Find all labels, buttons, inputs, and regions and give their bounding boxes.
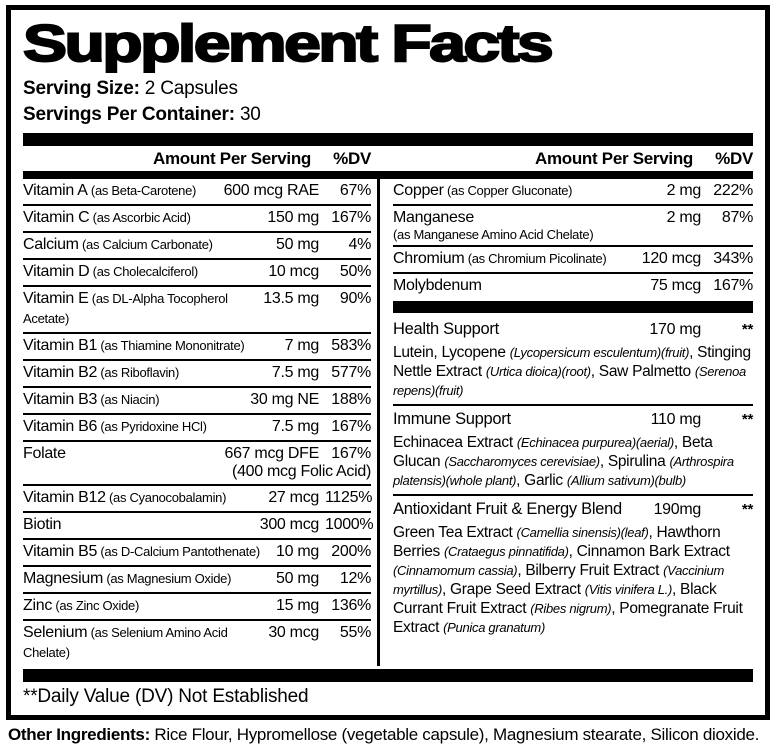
nutrient-dv: 577%	[331, 364, 371, 381]
separator-bar-minerals	[393, 301, 753, 313]
ingredient-text: , Beta Glucan	[393, 434, 713, 470]
blend-section	[393, 316, 753, 404]
nutrient-row	[23, 592, 371, 619]
blend-dv: **	[741, 411, 753, 428]
botanical-name: (Allium sativum)(bulb)	[566, 473, 686, 488]
ingredient-text: , Pomegranate Fruit Extract	[393, 600, 743, 636]
botanical-name: (Lycopersicum esculentum)(fruit)	[509, 345, 690, 360]
nutrient-row	[23, 332, 371, 359]
nutrient-source: (as Calcium Carbonate)	[78, 237, 213, 252]
nutrient-amount: 13.5 mg	[263, 290, 319, 307]
nutrient-row	[393, 245, 753, 272]
botanical-name: (Arthrospira platensis)(whole plant)	[393, 454, 734, 488]
nutrient-dv: 50%	[339, 263, 371, 280]
nutrient-name: Vitamin D (as Cholecalciferol)	[23, 263, 198, 280]
column-headers	[23, 146, 753, 171]
botanical-name: (Urtica dioica)(root)	[485, 364, 591, 379]
serving-size-value: 2 Capsules	[139, 78, 238, 99]
nutrient-dv: 4%	[348, 236, 371, 253]
nutrient-dv: 167%	[331, 418, 371, 435]
nutrient-row	[23, 386, 371, 413]
nutrient-source: (as Beta-Carotene)	[87, 183, 197, 198]
servings-per-container-line	[23, 103, 753, 126]
servings-per-container-label: Servings Per Container:	[23, 104, 235, 125]
nutrient-dv: 200%	[331, 543, 371, 560]
nutrient-source: (as Chromium Picolinate)	[464, 251, 607, 266]
nutrient-dv: 167%	[331, 209, 371, 226]
nutrient-name: Vitamin B2 (as Riboflavin)	[23, 364, 179, 381]
blend-name: Antioxidant Fruit & Energy Blend	[393, 500, 622, 518]
other-ingredients-line	[8, 724, 776, 745]
nutrient-row	[23, 204, 371, 231]
nutrient-row	[393, 204, 753, 245]
panel-title-text: Supplement Facts	[23, 15, 552, 73]
nutrient-name: Zinc (as Zinc Oxide)	[23, 597, 139, 614]
botanical-name: (Ribes nigrum)	[530, 601, 612, 616]
nutrient-amount: 600 mcg RAE	[223, 182, 319, 199]
separator-bar-bottom	[23, 669, 753, 682]
nutrient-dv: 1125%	[325, 489, 373, 506]
percent-dv-header: %DV	[333, 149, 371, 168]
nutrient-row	[23, 484, 371, 511]
blend-amount: 190mg	[653, 501, 701, 518]
blend-section	[393, 404, 753, 494]
right-column-header	[377, 149, 753, 169]
nutrient-name: Magnesium (as Magnesium Oxide)	[23, 570, 232, 587]
separator-bar-header	[23, 171, 753, 179]
nutrient-name: Vitamin A (as Beta-Carotene)	[23, 182, 197, 199]
dv-footnote: **Daily Value (DV) Not Established	[23, 686, 309, 707]
ingredient-text: , Black Currant Fruit Extract	[393, 581, 717, 617]
nutrient-amount: 30 mcg	[268, 624, 319, 641]
nutrient-name: Vitamin C (as Ascorbic Acid)	[23, 209, 191, 226]
nutrient-row	[23, 179, 371, 204]
nutrient-amount: 2 mg	[666, 182, 701, 199]
nutrient-row	[23, 258, 371, 285]
minerals-group	[393, 179, 753, 299]
nutrient-dv: 222%	[713, 182, 753, 199]
blend-section	[393, 494, 753, 641]
nutrient-name: Molybdenum	[393, 277, 482, 294]
nutrient-name: Vitamin B6 (as Pyridoxine HCl)	[23, 418, 207, 435]
ingredient-text: , Cinnamon Bark Extract	[568, 543, 730, 560]
nutrient-amount: 30 mg NE	[250, 391, 319, 408]
ingredient-text: Green Tea Extract	[393, 524, 517, 541]
nutrient-source: (as Niacin)	[97, 392, 160, 407]
nutrient-source: (as Ascorbic Acid)	[89, 210, 191, 225]
nutrient-dv: 90%	[339, 290, 371, 307]
ingredient-text: Lutein, Lycopene	[393, 344, 510, 361]
blend-ingredients	[393, 433, 753, 490]
nutrient-row	[23, 359, 371, 386]
nutrient-dv: 167%	[713, 277, 753, 294]
nutrient-amount: 10 mcg	[268, 263, 319, 280]
blend-ingredients	[393, 523, 753, 637]
blends-group	[393, 316, 753, 641]
botanical-name: (Saccharomyces cerevisiae)	[444, 454, 600, 469]
percent-dv-header: %DV	[715, 149, 753, 168]
separator-bar-top	[23, 133, 753, 146]
nutrient-source: (as Pyridoxine HCl)	[97, 419, 207, 434]
nutrient-name: Vitamin B12 (as Cyanocobalamin)	[23, 489, 227, 506]
nutrient-row	[23, 565, 371, 592]
other-ingredients-text: Rice Flour, Hypromellose (vegetable capsule), Magnesium stearate, Silicon dioxide.	[149, 725, 760, 744]
blend-dv: **	[741, 321, 753, 338]
ingredient-text: , Spirulina	[599, 453, 670, 470]
nutrient-row	[393, 272, 753, 299]
nutrient-amount-sub: (400 mcg Folic Acid)	[232, 463, 371, 480]
nutrient-dv: 167%	[331, 445, 371, 462]
nutrient-amount: 2 mg	[666, 209, 701, 226]
ingredient-text: Echinacea Extract	[393, 434, 517, 451]
nutrient-name: Vitamin B1 (as Thiamine Mononitrate)	[23, 337, 245, 354]
amount-per-serving-header: Amount Per Serving	[152, 149, 311, 168]
blend-ingredients	[393, 343, 753, 400]
botanical-name: (Vaccinium myrtillus)	[393, 563, 724, 597]
botanical-name: (Vitis vinifera L.)	[584, 582, 673, 597]
nutrient-row	[23, 413, 371, 440]
nutrient-dv: 188%	[331, 391, 371, 408]
botanical-name: (Echinacea purpurea)(aerial)	[516, 435, 674, 450]
left-column-header	[23, 149, 377, 169]
nutrient-dv: 55%	[339, 624, 371, 641]
nutrient-name: Folate	[23, 445, 66, 462]
left-column	[23, 179, 377, 666]
botanical-name: (Punica granatum)	[443, 620, 545, 635]
nutrient-dv: 12%	[339, 570, 371, 587]
nutrient-dv: 67%	[339, 182, 371, 199]
nutrient-amount: 150 mg	[267, 209, 319, 226]
nutrient-amount: 7 mg	[284, 337, 319, 354]
ingredient-text: , Grape Seed Extract	[442, 581, 585, 598]
nutrient-source: (as Zinc Oxide)	[52, 598, 139, 613]
nutrient-row	[393, 179, 753, 204]
ingredient-text: , Garlic	[516, 472, 567, 489]
nutrient-dv: 87%	[721, 209, 753, 226]
nutrient-name: Vitamin B3 (as Niacin)	[23, 391, 160, 408]
nutrient-source: (as Magnesium Oxide)	[103, 571, 232, 586]
nutrient-name: Manganese	[393, 209, 474, 226]
ingredient-text: , Bilberry Fruit Extract	[517, 562, 664, 579]
blend-amount: 110 mg	[650, 411, 701, 428]
nutrient-row	[23, 511, 374, 538]
nutrient-name: Biotin	[23, 516, 62, 533]
servings-per-container-value: 30	[234, 104, 261, 125]
nutrient-source: (as DL-Alpha Tocopherol Acetate)	[23, 291, 228, 326]
nutrient-dv: 1000%	[325, 516, 374, 533]
nutrient-name: Vitamin E (as DL-Alpha Tocopherol Acetate)	[23, 290, 228, 326]
nutrient-amount: 27 mcg	[268, 489, 319, 506]
ingredient-text: , Hawthorn Berries	[393, 524, 721, 560]
panel-title	[23, 15, 753, 74]
ingredient-text: , Saw Palmetto	[590, 363, 695, 380]
nutrient-table	[23, 179, 753, 666]
botanical-name: (Serenoa repens)(fruit)	[393, 364, 746, 398]
botanical-name: (Crataegus pinnatifida)	[444, 544, 569, 559]
nutrient-amount: 50 mg	[276, 236, 319, 253]
nutrient-amount: 75 mcg	[650, 277, 701, 294]
nutrient-amount: 10 mg	[276, 543, 319, 560]
serving-size-label: Serving Size:	[23, 78, 140, 99]
nutrient-source: (as Riboflavin)	[97, 365, 179, 380]
ingredient-text: , Stinging Nettle Extract	[393, 344, 751, 380]
other-ingredients-label: Other Ingredients:	[8, 725, 150, 744]
nutrient-amount: 667 mcg DFE	[224, 445, 319, 462]
nutrient-name: Calcium (as Calcium Carbonate)	[23, 236, 213, 253]
nutrient-amount: 7.5 mg	[271, 418, 319, 435]
nutrient-name: Vitamin B5 (as D-Calcium Pantothenate)	[23, 543, 260, 560]
nutrient-amount: 300 mcg	[259, 516, 319, 533]
botanical-name: (Camellia sinensis)(leaf)	[516, 525, 649, 540]
nutrient-row	[23, 538, 371, 565]
nutrient-source: (as Cholecalciferol)	[89, 264, 198, 279]
nutrient-source: (as Manganese Amino Acid Chelate)	[393, 227, 594, 242]
nutrient-row	[23, 619, 371, 666]
nutrient-amount: 15 mg	[276, 597, 319, 614]
blend-dv: **	[741, 501, 753, 518]
nutrient-name: Copper (as Copper Gluconate)	[393, 182, 573, 199]
supplement-facts-panel	[6, 5, 770, 720]
nutrient-source: (as Copper Gluconate)	[443, 183, 573, 198]
nutrient-source: (as Thiamine Mononitrate)	[97, 338, 245, 353]
serving-size-line	[23, 77, 753, 100]
nutrient-source: (as D-Calcium Pantothenate)	[97, 544, 260, 559]
blend-name: Immune Support	[393, 410, 511, 428]
botanical-name: (Cinnamomum cassia)	[393, 563, 518, 578]
nutrient-name: Chromium (as Chromium Picolinate)	[393, 250, 607, 267]
nutrient-amount: 50 mg	[276, 570, 319, 587]
nutrient-row	[23, 285, 371, 332]
blend-name: Health Support	[393, 320, 499, 338]
nutrient-source: (as Selenium Amino Acid Chelate)	[23, 625, 228, 660]
nutrient-row	[23, 440, 371, 484]
nutrient-source: (as Cyanocobalamin)	[105, 490, 227, 505]
nutrient-dv: 136%	[331, 597, 371, 614]
nutrient-amount: 120 mcg	[641, 250, 701, 267]
blend-amount: 170 mg	[649, 321, 701, 338]
nutrient-dv: 583%	[331, 337, 371, 354]
right-column	[377, 179, 753, 666]
amount-per-serving-header: Amount Per Serving	[534, 149, 693, 168]
nutrient-name: Selenium (as Selenium Amino Acid Chelate)	[23, 624, 228, 660]
nutrient-amount: 7.5 mg	[271, 364, 319, 381]
nutrient-dv: 343%	[713, 250, 753, 267]
nutrient-row	[23, 231, 371, 258]
